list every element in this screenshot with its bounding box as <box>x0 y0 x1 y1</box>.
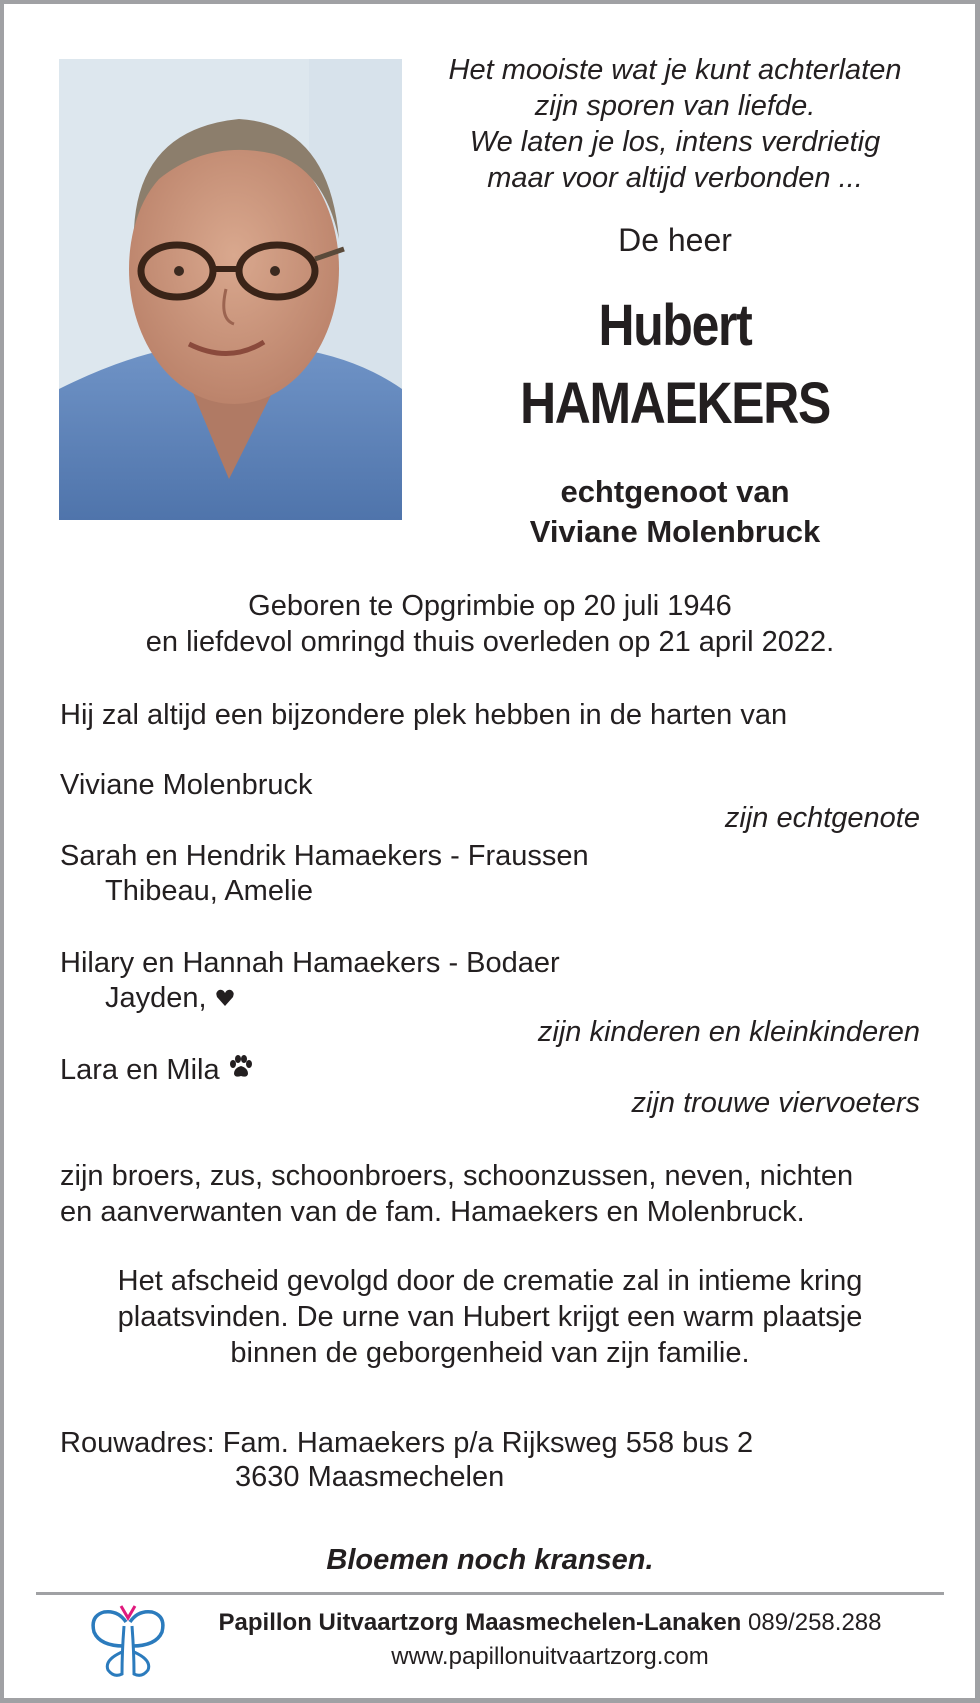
ceremony-line: Het afscheid gevolgd door de crematie zal in intieme kring <box>117 1265 863 1297</box>
life-dates <box>0 588 980 660</box>
portrait-image <box>59 59 402 520</box>
ceremony-line: binnen de geborgenheid van zijn familie. <box>230 1337 750 1369</box>
funeral-home-line <box>180 1609 920 1637</box>
mourner-family-2: Hilary en Hannah Hamaekers - Bodaer <box>60 947 560 979</box>
first-name: Hubert <box>598 293 752 358</box>
grandchildren-1: Thibeau, Amelie <box>105 875 313 907</box>
extended-family-line: en aanverwanten van de fam. Hamaekers en Molenbruck. <box>60 1196 805 1228</box>
relation-label-spouse: zijn echtgenote <box>724 802 920 834</box>
death-line: en liefdevol omringd thuis overleden op 21 april 2022. <box>145 626 835 658</box>
relation-label-children: zijn kinderen en kleinkinderen <box>537 1016 920 1048</box>
mourner-family-1: Sarah en Hendrik Hamaekers - Fraussen <box>60 840 589 872</box>
birth-line: Geboren te Opgrimbie op 20 juli 1946 <box>248 590 732 622</box>
mourning-address-city: 3630 Maasmechelen <box>235 1461 505 1493</box>
funeral-home-phone[interactable]: 089/258.288 <box>748 1609 882 1636</box>
relation-label-pets: zijn trouwe viervoeters <box>631 1087 920 1119</box>
intro-text: Hij zal altijd een bijzondere plek hebben in de harten van <box>60 699 788 731</box>
poem <box>420 52 930 196</box>
mourner-spouse: Viviane Molenbruck <box>60 769 313 801</box>
spouse-info <box>420 472 930 552</box>
poem-line: Het mooiste wat je kunt achterlaten <box>448 54 902 86</box>
relation-line: echtgenoot van <box>560 474 790 509</box>
last-name: HAMAEKERS <box>520 371 830 436</box>
extended-family-line: zijn broers, zus, schoonbroers, schoonzussen, neven, nichten <box>60 1160 854 1192</box>
mourning-address: Rouwadres: Fam. Hamaekers p/a Rijksweg 558 bus 2 <box>60 1427 754 1459</box>
funeral-home-name: Papillon Uitvaartzorg Maasmechelen-Lanaken <box>218 1609 742 1636</box>
honorific: De heer <box>618 222 732 258</box>
grandchild-name: Jayden, <box>105 982 207 1014</box>
footer-divider <box>36 1592 944 1595</box>
paw-print-icon <box>228 1053 254 1089</box>
flowers-note: Bloemen noch kransen. <box>326 1544 654 1576</box>
extended-family <box>60 1158 930 1230</box>
poem-line: We laten je los, intens verdrietig <box>469 126 881 158</box>
butterfly-logo-icon <box>88 1602 168 1680</box>
spouse-name: Viviane Molenbruck <box>529 514 821 549</box>
funeral-home-website[interactable]: www.papillonuitvaartzorg.com <box>391 1643 709 1670</box>
poem-line: zijn sporen van liefde. <box>534 90 816 122</box>
heart-icon <box>215 981 235 1017</box>
mourner-pets <box>60 1052 254 1089</box>
poem-line: maar voor altijd verbonden ... <box>487 162 863 194</box>
pet-names: Lara en Mila <box>60 1054 220 1086</box>
ceremony-info <box>0 1263 980 1371</box>
ceremony-line: plaatsvinden. De urne van Hubert krijgt een warm plaatsje <box>117 1301 863 1333</box>
grandchildren-2 <box>105 980 235 1017</box>
portrait-photo <box>59 59 402 520</box>
